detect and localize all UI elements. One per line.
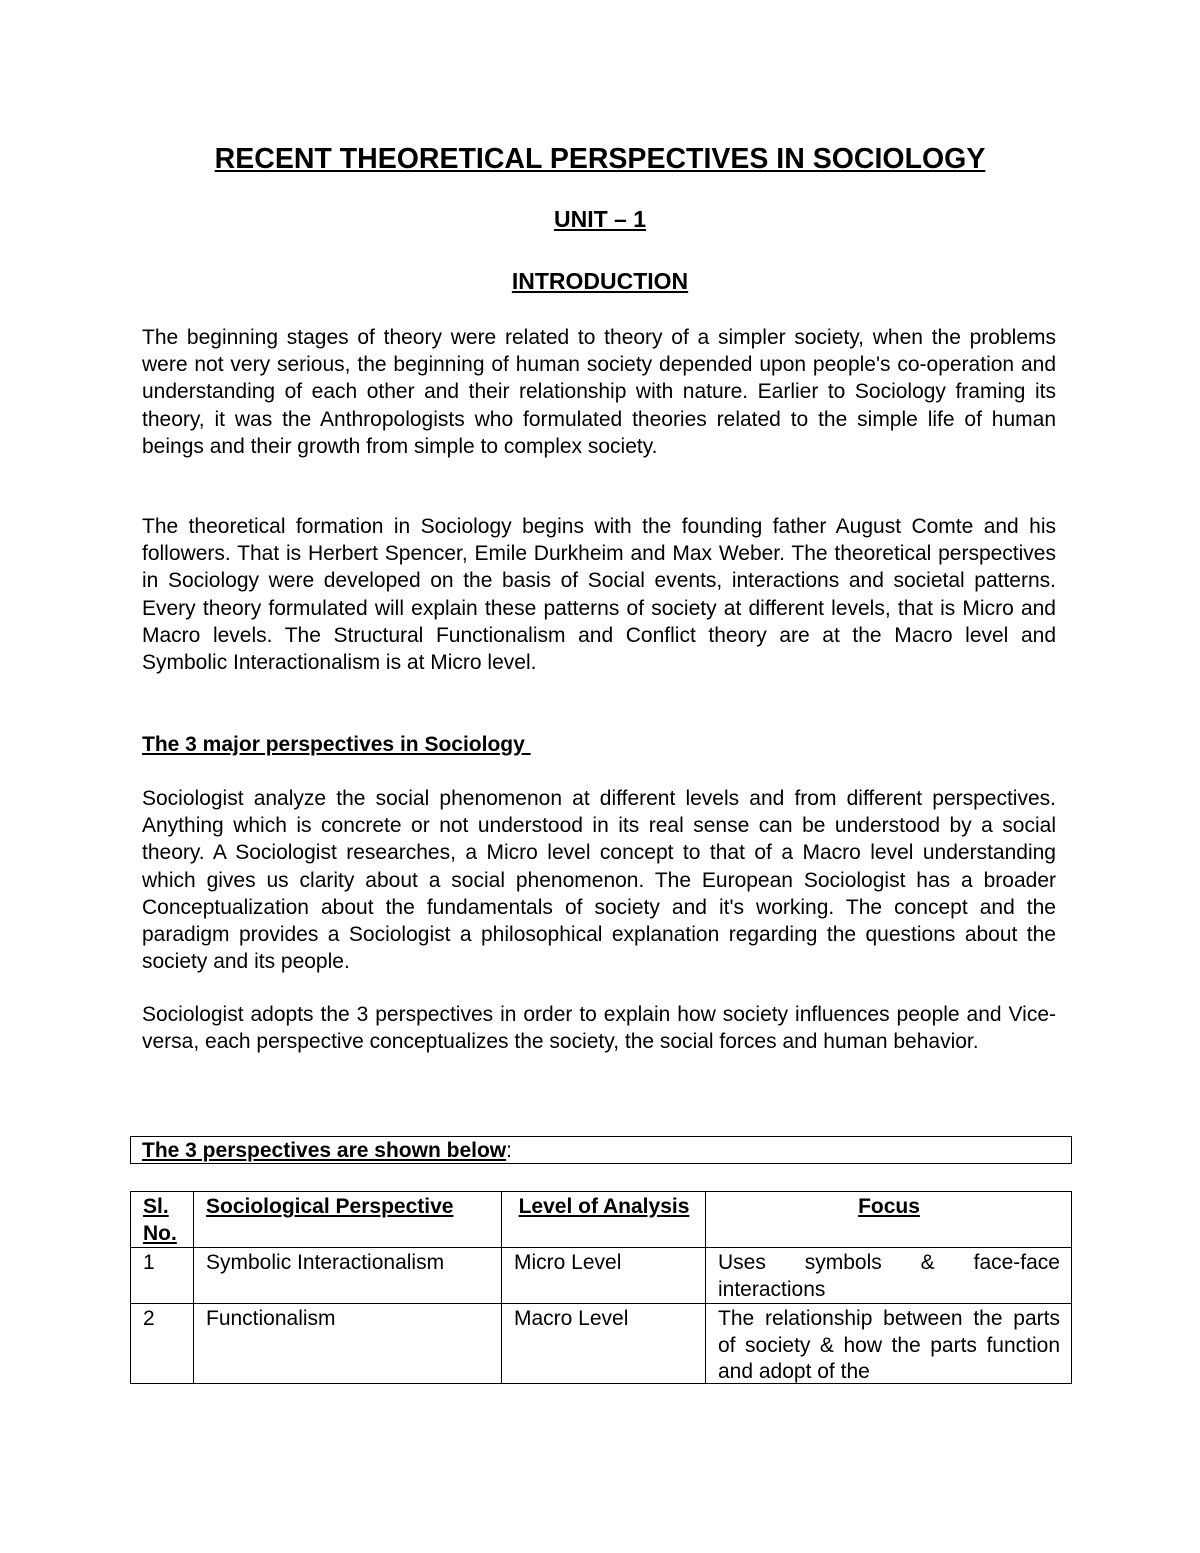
header-focus: Focus [706, 1192, 1072, 1248]
cell-level: Micro Level [502, 1248, 706, 1304]
table-row [131, 1304, 1072, 1384]
section-heading-introduction: INTRODUCTION [511, 268, 689, 294]
unit-heading: UNIT – 1 [553, 206, 647, 232]
table-row [131, 1248, 1072, 1304]
table-caption-colon: : [506, 1139, 512, 1162]
table-header-row [131, 1192, 1072, 1248]
cell-perspective: Functionalism [194, 1304, 502, 1384]
intro-paragraph-1: The beginning stages of theory were related to theory of a simpler society, when the problems were not very serious, the beginning of human society depended upon people's co-operation and understanding of each other and their relationship with nature. Earlier to Sociology framing its theory, it was the Anthropologists who formulated theories related to the simple life of human beings and their growth from simple to complex society. [142, 326, 1056, 458]
perspectives-paragraph-2: Sociologist adopts the 3 perspectives in order to explain how society influences people and Vice-versa, each perspective conceptualizes the society, the social forces and human behavior. [142, 1003, 1056, 1054]
cell-level: Macro Level [502, 1304, 706, 1384]
document-title: RECENT THEORETICAL PERSPECTIVES IN SOCIOLOGY [214, 143, 986, 175]
perspectives-paragraph-1: Sociologist analyze the social phenomenon at different levels and from different perspectives. Anything which is concrete or not understood in its real sense can be understood by a social theory. A Sociologist researches, a Micro level concept to that of a Macro level understanding which gives us clarity about a social phenomenon. The European Sociologist has a broader Conceptualization about the fundamentals of society and it's working. The concept and the paradigm provides a Sociologist a philosophical explanation regarding the questions about the society and its people. [142, 787, 1056, 974]
table-caption [142, 1137, 512, 1164]
cell-focus-text: The relationship between the parts of society & how the parts function and adopt of the [718, 1307, 1060, 1383]
cell-sl-no: 2 [131, 1304, 194, 1384]
header-sl-no: Sl. No. [131, 1192, 194, 1248]
table-caption-text: The 3 perspectives are shown below [142, 1139, 507, 1162]
cell-perspective: Symbolic Interactionalism [194, 1248, 502, 1304]
cell-sl-no: 1 [131, 1248, 194, 1304]
header-level-of-analysis: Level of Analysis [502, 1192, 706, 1248]
perspectives-table [130, 1191, 1072, 1384]
intro-paragraph-2: The theoretical formation in Sociology begins with the founding father August Comte and his followers. That is Herbert Spencer, Emile Durkheim and Max Weber. The theoretical perspectives in Sociology were developed on the basis of Social events, interactions and societal patterns. Every theory formulated will explain these patterns of society at different levels, that is Micro and Macro levels. The Structural Functionalism and Conflict theory are at the Macro level and Symbolic Interactionalism is at Micro level. [142, 515, 1056, 675]
cell-focus [706, 1304, 1072, 1384]
table-caption-box [130, 1136, 1072, 1164]
cell-focus: Uses symbols & face-face interactions [706, 1248, 1072, 1304]
header-sociological-perspective: Sociological Perspective [194, 1192, 502, 1248]
perspectives-subheading: The 3 major perspectives in Sociology [142, 733, 531, 756]
